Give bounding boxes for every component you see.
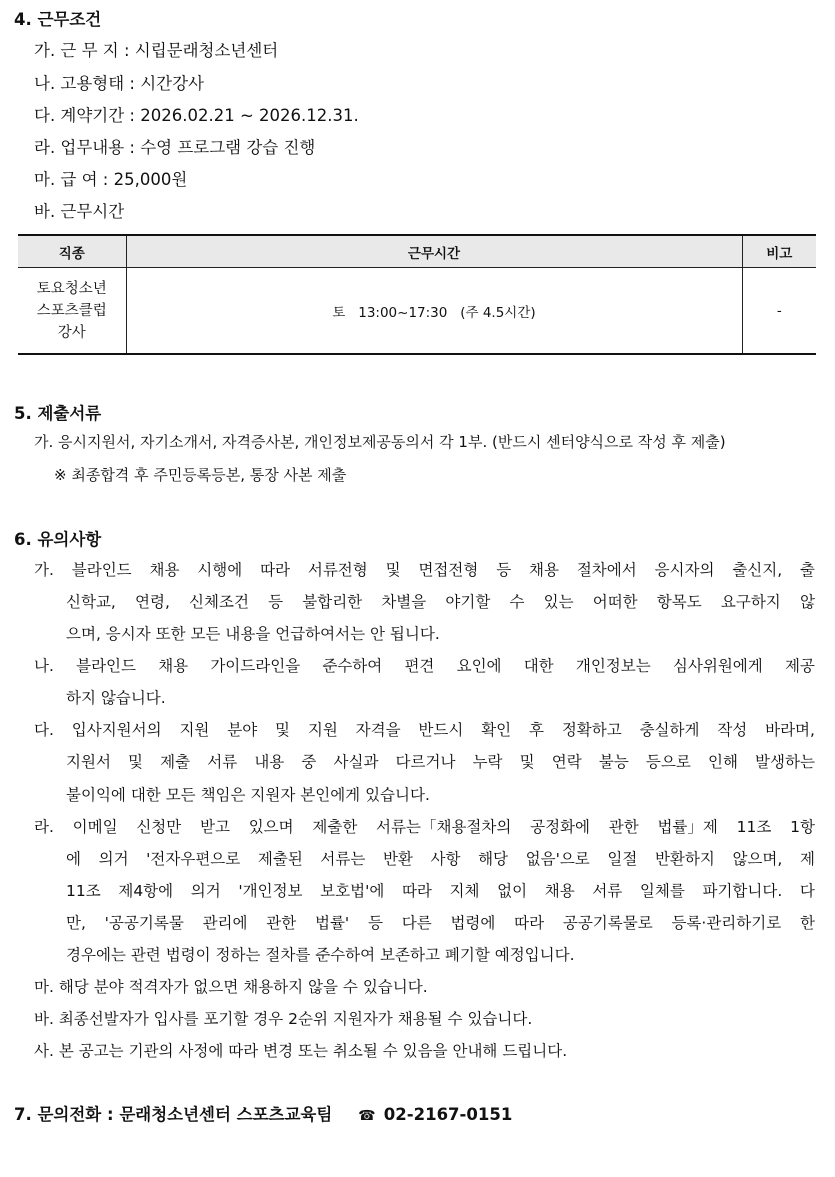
- word: 다른: [401, 914, 432, 932]
- s6-ga-line1: [34, 558, 815, 580]
- word: 반환하지: [654, 850, 715, 868]
- word: 관한: [608, 818, 639, 836]
- s5-item: 가. 응시지원서, 자기소개서, 자격증사본, 개인정보제공동의서 각 1부. (반드시 센터양식으로 작성 후 제출): [34, 433, 726, 451]
- word: 차별을: [381, 593, 427, 611]
- word: 서류: [207, 753, 238, 771]
- s4-item-4: 라. 업무내용 : 수영 프로그램 강습 진행: [34, 138, 316, 157]
- word: 제출한: [312, 818, 358, 836]
- s6-na-line2: 하지 않습니다.: [66, 689, 166, 707]
- word: 후: [528, 721, 544, 739]
- table-row: [18, 268, 816, 355]
- word: 면접전형: [418, 561, 479, 579]
- table-header-row: [18, 235, 816, 268]
- word: 관한: [266, 914, 297, 932]
- s4-item-3: 다. 계약기간 : 2026.02.21 ~ 2026.12.31.: [34, 106, 359, 125]
- word: 요인에: [456, 657, 502, 675]
- s6-na-line1: [34, 654, 815, 676]
- s6-ga-line2: [66, 590, 815, 612]
- word: 불능: [598, 753, 629, 771]
- word: 않으며,: [732, 850, 783, 868]
- word: 대한: [523, 657, 554, 675]
- word: 가이드라인을: [210, 657, 301, 675]
- word: 발생하는: [755, 753, 815, 771]
- s6-ra-line5: 경우에는 관련 법령이 정하는 절차를 준수하여 보존하고 폐기할 예정입니다.: [66, 946, 575, 964]
- word: 없음'으로: [525, 850, 590, 868]
- word: 사항: [430, 850, 461, 868]
- word: 심사위원에게: [672, 657, 763, 675]
- word: 라.: [34, 818, 54, 836]
- word: 작성: [717, 721, 748, 739]
- word: 절차에서: [576, 561, 637, 579]
- word: 따라: [401, 882, 432, 900]
- word: 만,: [66, 914, 86, 932]
- word: 확인: [481, 721, 512, 739]
- word: 서류전형: [307, 561, 368, 579]
- section-7: [14, 1101, 512, 1125]
- word: 서류는: [320, 850, 366, 868]
- word: 및: [385, 561, 401, 579]
- word: 가.: [34, 561, 54, 579]
- word: 분야: [227, 721, 258, 739]
- word: 1항: [790, 818, 815, 836]
- job-line: 강사: [57, 324, 86, 341]
- s5-note: ※ 최종합격 후 주민등록등본, 통장 사본 제출: [54, 466, 347, 484]
- word: 신학교,: [66, 593, 116, 611]
- word: 보호법'에: [320, 882, 385, 900]
- s6-ra-line3: [66, 879, 815, 901]
- word: 인해: [707, 753, 738, 771]
- word: 내용: [254, 753, 285, 771]
- word: 이메일: [72, 818, 118, 836]
- word: 다: [799, 882, 815, 900]
- word: 충실하게: [639, 721, 700, 739]
- word: 반환: [382, 850, 413, 868]
- word: 등으로: [645, 753, 691, 771]
- word: 출: [800, 561, 815, 579]
- word: 지체: [449, 882, 480, 900]
- word: 개인정보는: [575, 657, 651, 675]
- word: 제출된: [257, 850, 303, 868]
- word: 수: [509, 593, 525, 611]
- word: 받고: [200, 818, 230, 836]
- word: 채용: [544, 882, 575, 900]
- word: 공공기록물로: [562, 914, 653, 932]
- word: 항목도: [656, 593, 702, 611]
- word: 의거: [190, 882, 221, 900]
- word: 11조: [736, 818, 772, 836]
- word: 일체를: [639, 882, 685, 900]
- s6-ma: 마. 해당 분야 적격자가 없으면 채용하지 않을 수 있습니다.: [34, 978, 428, 996]
- section-6-title: 6. 유의사항: [14, 530, 102, 549]
- s6-ba: 바. 최종선발자가 입사를 포기할 경우 2순위 지원자가 채용될 수 있습니다.: [34, 1010, 533, 1028]
- s6-ra-line2: [66, 847, 815, 869]
- word: 일절: [607, 850, 638, 868]
- word: '공공기록물: [104, 914, 184, 932]
- word: 다.: [34, 721, 54, 739]
- word: 블라인드: [71, 561, 132, 579]
- word: 있는: [543, 593, 574, 611]
- word: 않: [799, 593, 815, 611]
- word: 등록·관리하기로: [671, 914, 782, 932]
- word: 지원서: [66, 753, 111, 771]
- word: 연락: [551, 753, 582, 771]
- job-line: 토요청소년: [36, 280, 107, 297]
- word: 지원: [179, 721, 210, 739]
- header-hours: 근무시간: [126, 235, 742, 268]
- job-line: 스포츠클럽: [36, 302, 107, 319]
- word: 법률': [314, 914, 350, 932]
- word: 불합리한: [302, 593, 363, 611]
- word: 공정화에: [530, 818, 590, 836]
- word: 채용: [529, 561, 559, 579]
- word: 법령에: [450, 914, 496, 932]
- word: 없이: [497, 882, 528, 900]
- section-5-title: 5. 제출서류: [14, 404, 102, 423]
- word: 해당: [478, 850, 509, 868]
- word: 등: [268, 593, 284, 611]
- word: 바라며,: [765, 721, 815, 739]
- word: 따라: [514, 914, 545, 932]
- word: 요구하지: [720, 593, 781, 611]
- s6-da-line3: 불이익에 대한 모든 책임은 지원자 본인에게 있습니다.: [66, 786, 430, 804]
- word: 등: [367, 914, 383, 932]
- word: 블라인드: [76, 657, 136, 675]
- telephone-icon: ☎: [358, 1108, 376, 1124]
- s4-item-6: 바. 근무시간: [34, 202, 125, 221]
- word: 나.: [34, 657, 54, 675]
- word: 등: [496, 561, 512, 579]
- word: 정확하고: [561, 721, 622, 739]
- word: 야기할: [445, 593, 491, 611]
- word: 지원: [307, 721, 338, 739]
- s6-sa: 사. 본 공고는 기관의 사정에 따라 변경 또는 취소될 수 있음을 안내해 드립니다.: [34, 1042, 568, 1060]
- word: 의거: [98, 850, 129, 868]
- header-job: 직종: [18, 235, 126, 268]
- word: 제공: [784, 657, 815, 675]
- word: 신체조건: [189, 593, 249, 611]
- word: 신청만: [136, 818, 182, 836]
- word: 응시자의: [654, 561, 715, 579]
- s4-item-2: 나. 고용형태 : 시간강사: [34, 74, 204, 93]
- cell-note: -: [742, 268, 816, 355]
- word: 제: [799, 850, 815, 868]
- section-7-title: 7. 문의전화 : 문래청소년센터 스포츠교육팀: [14, 1105, 333, 1124]
- word: 법률」제: [657, 818, 718, 836]
- word: 11조: [66, 882, 101, 900]
- word: 채용: [149, 561, 180, 579]
- word: 및: [275, 721, 291, 739]
- word: 제4항에: [118, 882, 174, 900]
- word: 반드시: [418, 721, 464, 739]
- word: 파기합니다.: [702, 882, 783, 900]
- word: 사실과: [333, 753, 379, 771]
- word: 에: [66, 850, 81, 868]
- word: 따라: [260, 561, 291, 579]
- word: 제출: [160, 753, 191, 771]
- word: 자격을: [355, 721, 401, 739]
- section-4-title: 4. 근무조건: [14, 10, 102, 29]
- word: '전자우편으로: [146, 850, 241, 868]
- s6-da-line2: [66, 750, 815, 772]
- word: 입사지원서의: [71, 721, 162, 739]
- word: 한: [799, 914, 815, 932]
- word: 준수하여: [322, 657, 383, 675]
- word: 누락: [472, 753, 503, 771]
- word: 시행에: [197, 561, 243, 579]
- s4-item-5: 마. 급 여 : 25,000원: [34, 170, 188, 189]
- phone-number[interactable]: 02-2167-0151: [383, 1105, 513, 1124]
- word: 출신지,: [732, 561, 783, 579]
- word: 및: [128, 753, 144, 771]
- cell-hours: 토 13:00~17:30 (주 4.5시간): [126, 268, 742, 355]
- word: 및: [519, 753, 535, 771]
- s6-ra-line4: [66, 911, 815, 933]
- word: 채용: [158, 657, 189, 675]
- word: 서류: [592, 882, 623, 900]
- header-note: 비고: [742, 235, 816, 268]
- word: 연령,: [135, 593, 170, 611]
- word: 관리에: [202, 914, 248, 932]
- s6-ra-line1: [34, 815, 815, 837]
- word: 편견: [404, 657, 435, 675]
- word: 서류는「채용절차의: [376, 818, 512, 836]
- word: 어떠한: [592, 593, 638, 611]
- word: 중: [301, 753, 317, 771]
- s4-item-1: 가. 근 무 지 : 시립문래청소년센터: [34, 41, 279, 60]
- word: 다르거나: [395, 753, 456, 771]
- s6-ga-line3: 으며, 응시자 또한 모든 내용을 언급하여서는 안 됩니다.: [66, 625, 440, 643]
- word: '개인정보: [238, 882, 303, 900]
- s6-da-line1: [34, 718, 815, 740]
- work-hours-table: [18, 234, 816, 355]
- word: 있으며: [248, 818, 294, 836]
- cell-job: [18, 268, 126, 355]
